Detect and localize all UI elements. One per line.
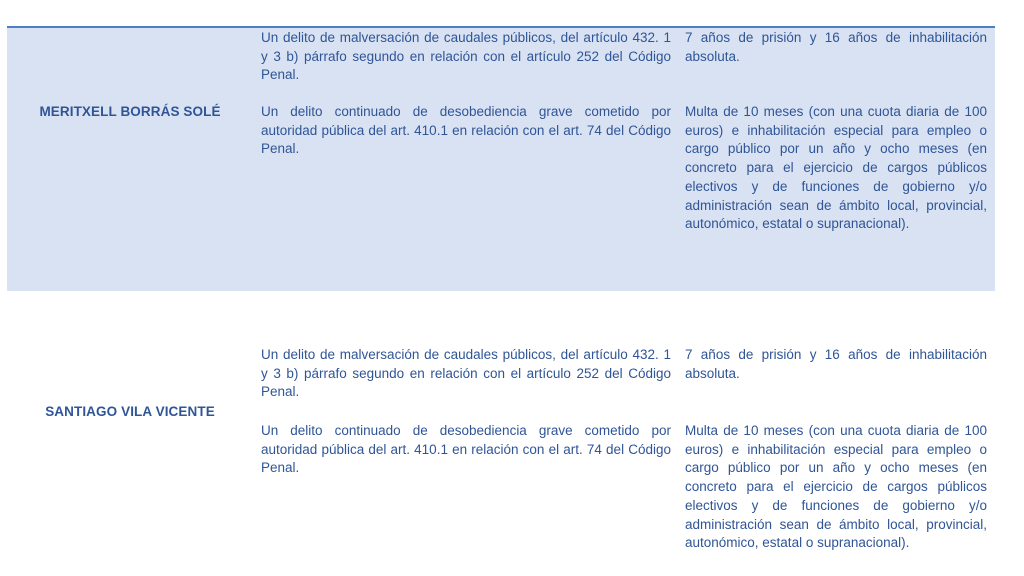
defendant-name: MERITXELL BORRÁS SOLÉ	[39, 104, 221, 119]
penalty-text: 7 años de prisión y 16 años de inhabilitación absoluta.	[685, 30, 987, 64]
offense-text: Un delito de malversación de caudales públicos, del artículo 432. 1 y 3 b) párrafo segundo en relación con el artículo 252 del Código Penal.	[261, 30, 671, 83]
offense-text: Un delito continuado de desobediencia grave cometido por autoridad pública del art. 410.1 en relación con el art. 74 del Código Penal.	[261, 104, 671, 157]
defendant-name: SANTIAGO VILA VICENTE	[45, 404, 215, 419]
table-row	[7, 291, 995, 576]
offense-text: Un delito continuado de desobediencia grave cometido por autoridad pública del art. 410.1 en relación con el art. 74 del Código Penal.	[261, 423, 671, 476]
table-row	[7, 28, 995, 291]
penalty-text: 7 años de prisión y 16 años de inhabilitación absoluta.	[685, 347, 987, 381]
penalty-text: Multa de 10 meses (con una cuota diaria de 100 euros) e inhabilitación especial para empleo o cargo público por un año y ocho meses (en concreto para el ejercicio de cargos públicos electivos y de funciones de gobierno y/o administración sean de ámbito local, provincial, autonómico, estatal o supranacional).	[685, 423, 987, 551]
offense-text: Un delito de malversación de caudales públicos, del artículo 432. 1 y 3 b) párrafo segundo en relación con el artículo 252 del Código Penal.	[261, 347, 671, 400]
penalty-text: Multa de 10 meses (con una cuota diaria de 100 euros) e inhabilitación especial para empleo o cargo público por un año y ocho meses (en concreto para el ejercicio de cargos públicos electivos y de funciones de gobierno y/o administración sean de ámbito local, provincial, autonómico, estatal o supranacional).	[685, 104, 987, 232]
